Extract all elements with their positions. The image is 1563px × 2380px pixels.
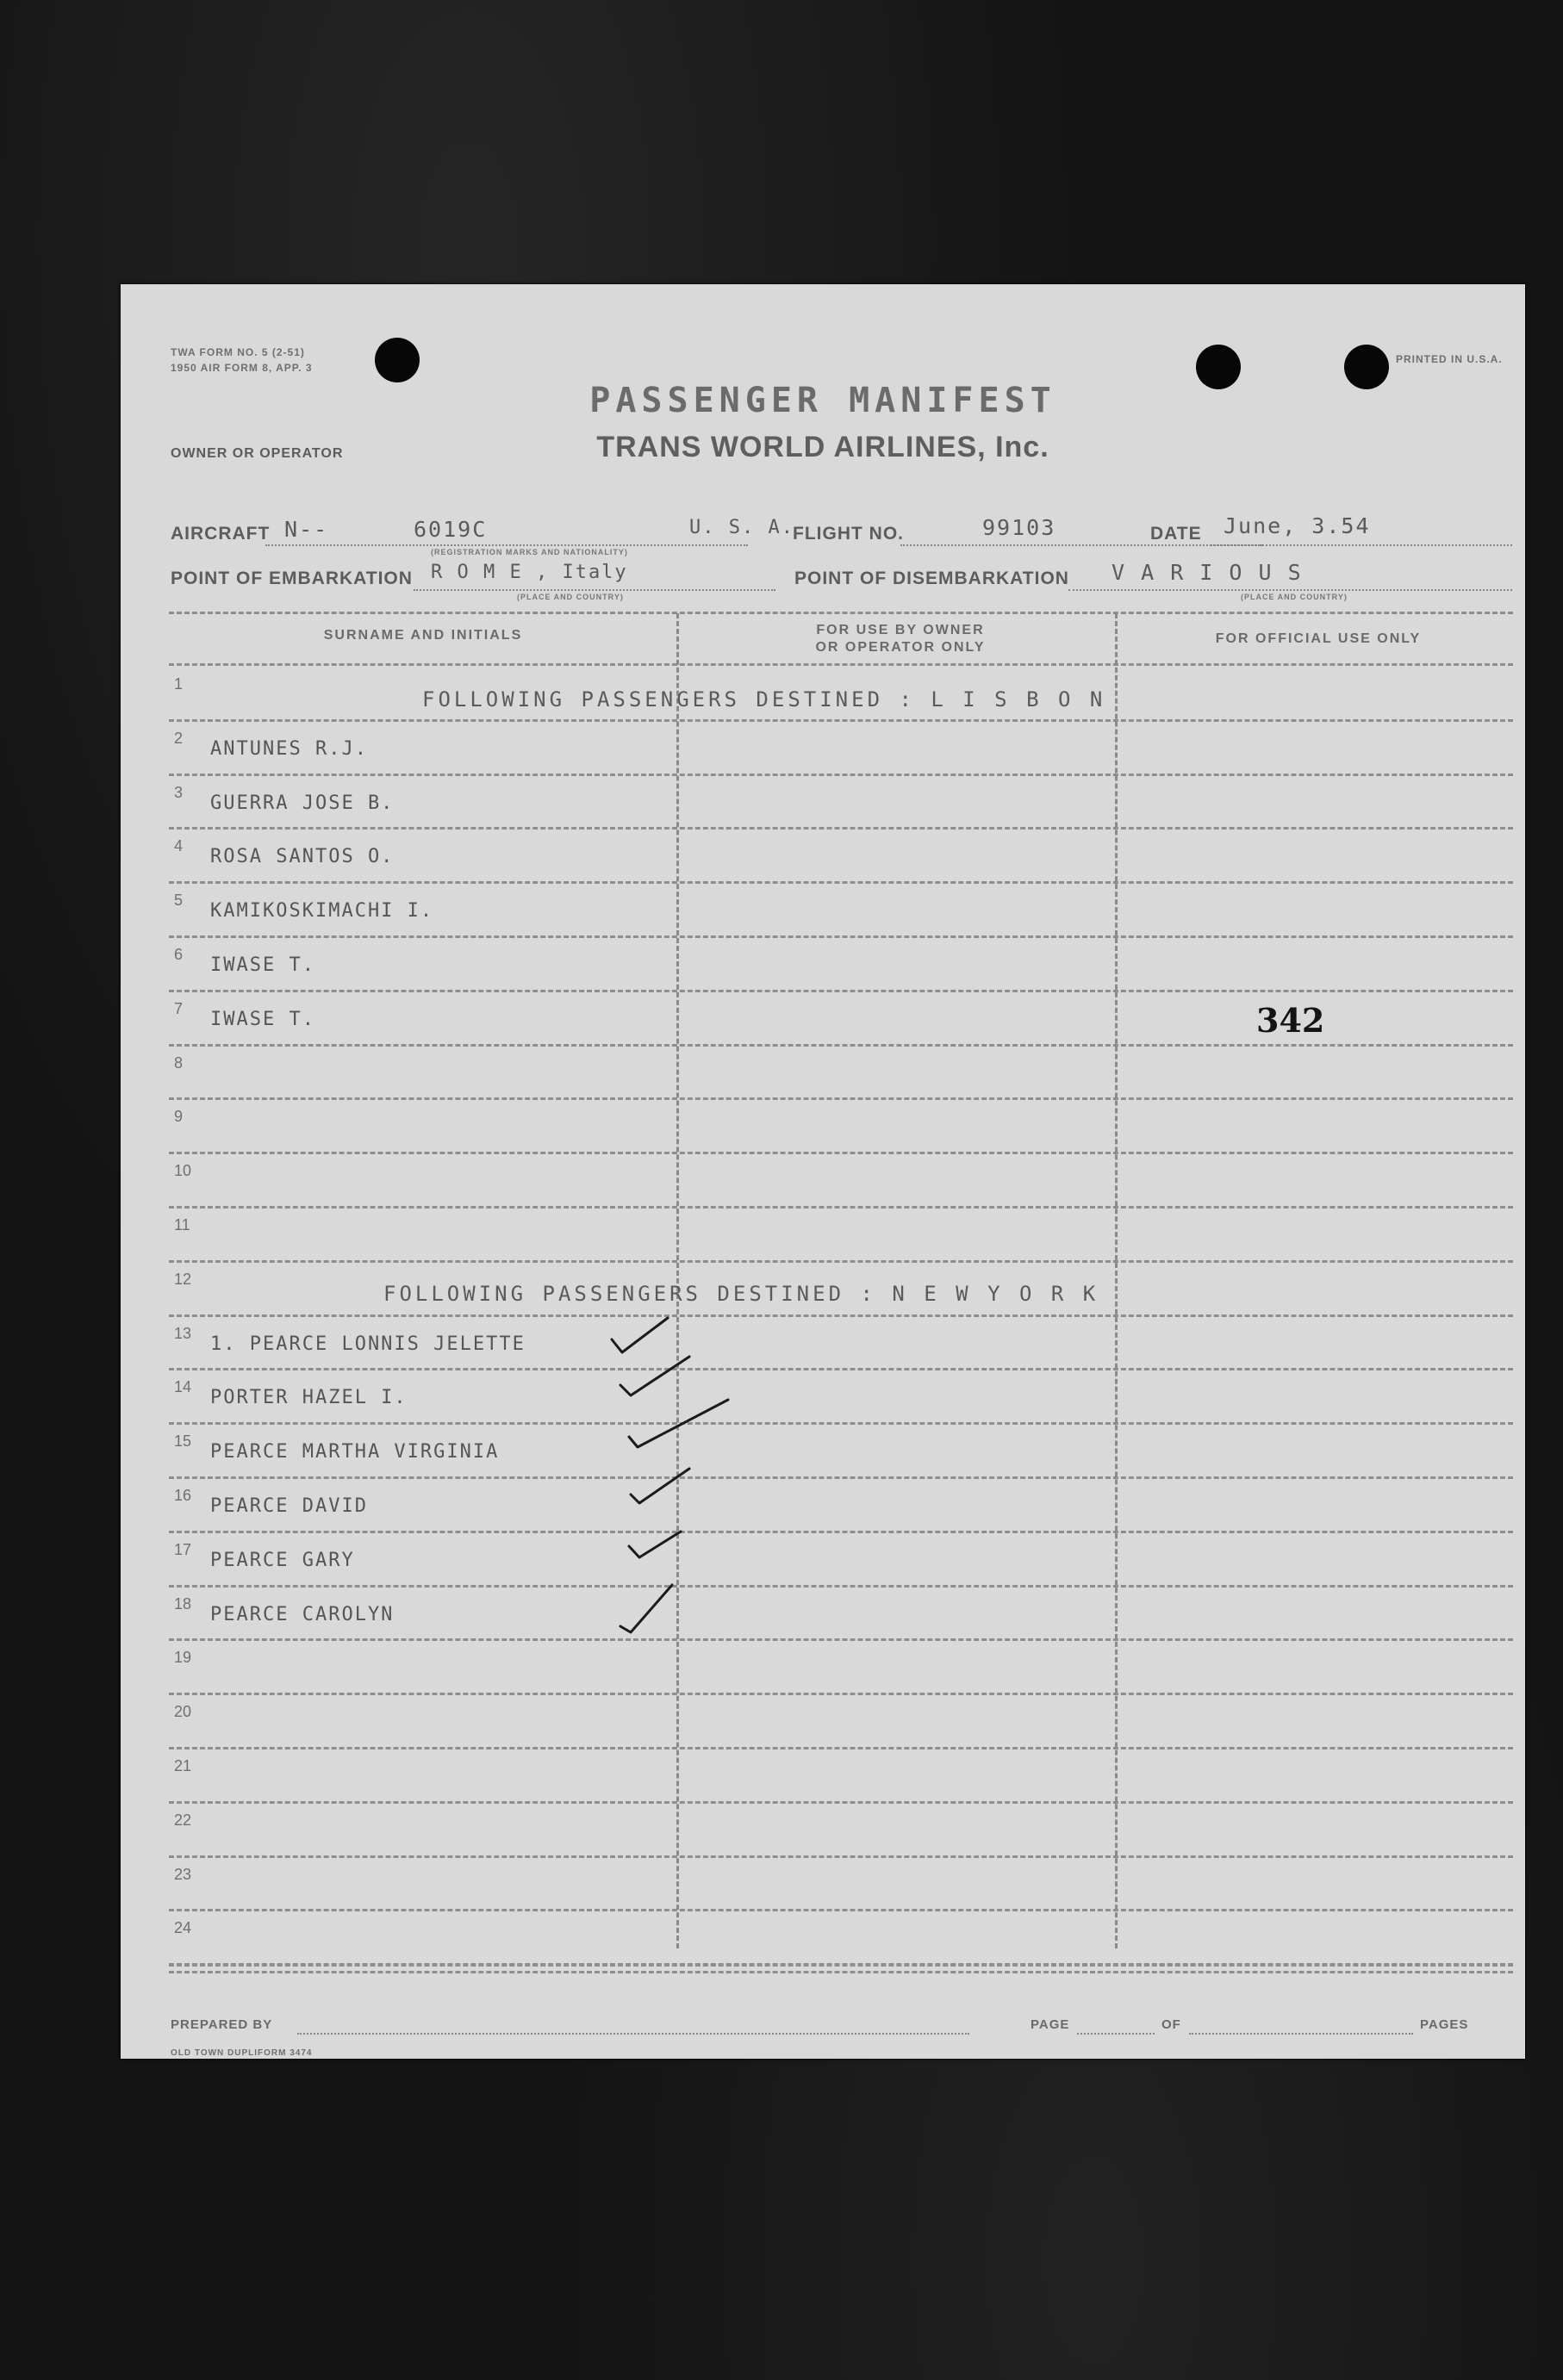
row-number: 12: [174, 1270, 192, 1288]
form-code-line1: TWA FORM NO. 5 (2-51): [171, 346, 305, 358]
row-number: 24: [174, 1919, 192, 1937]
row-number: 18: [174, 1594, 192, 1613]
stamp-number: 342: [1256, 1001, 1325, 1040]
row-number: 9: [174, 1108, 184, 1126]
table-bottom-line-2: [169, 1971, 1513, 1973]
date-value: June, 3.54: [1224, 513, 1371, 538]
manifest-sheet: [121, 284, 1525, 2059]
passenger-name: IWASE T.: [210, 1008, 315, 1030]
disembarkation-value: V A R I O U S: [1112, 560, 1303, 585]
disembarkation-caption: (PLACE AND COUNTRY): [1241, 593, 1348, 601]
passenger-name: KAMIKOSKIMACHI I.: [210, 900, 434, 923]
row-number: 14: [174, 1378, 192, 1396]
passenger-name: PEARCE MARTHA VIRGINIA: [210, 1441, 500, 1463]
page-label: PAGE: [1031, 2017, 1070, 2032]
row-number: 1: [174, 675, 184, 693]
passenger-name: ROSA SANTOS O.: [210, 846, 395, 868]
check-mark-14: [620, 1357, 689, 1395]
col-official-use-header: FOR OFFICIAL USE ONLY: [1215, 631, 1422, 646]
page-title: PASSENGER MANIFEST: [589, 381, 1056, 420]
row-number: 23: [174, 1865, 192, 1883]
row-number: 3: [174, 783, 184, 801]
row-number: 2: [174, 729, 184, 747]
date-label: DATE: [1150, 524, 1202, 544]
row-number: 13: [174, 1324, 192, 1342]
row-number: 19: [174, 1649, 192, 1667]
row-number: 15: [174, 1432, 192, 1451]
aircraft-prefix: N--: [284, 517, 329, 542]
flight-label: FLIGHT NO.: [793, 524, 904, 544]
embarkation-value: R O M E , Italy: [431, 562, 628, 583]
row-number: 20: [174, 1703, 192, 1721]
flight-value: 99103: [982, 515, 1056, 540]
prepared-by-label: PREPARED BY: [171, 2017, 273, 2032]
table-bottom-line: [169, 1964, 1513, 1967]
row-number: 17: [174, 1540, 192, 1558]
passenger-name: PORTER HAZEL I.: [210, 1387, 408, 1409]
row-number: 10: [174, 1162, 192, 1180]
row-number: 6: [174, 946, 184, 963]
col-owner-use-line2: OR OPERATOR ONLY: [815, 640, 986, 655]
row-number: 4: [174, 837, 184, 855]
check-mark-18: [620, 1585, 672, 1632]
owner-value: TRANS WORLD AIRLINES, Inc.: [596, 431, 1049, 463]
passenger-name: IWASE T.: [210, 954, 315, 976]
check-mark-13: [612, 1318, 668, 1352]
col-owner-use-line1: FOR USE BY OWNER: [816, 623, 985, 637]
passenger-name: PEARCE DAVID: [210, 1495, 368, 1517]
pages-label: PAGES: [1420, 2017, 1469, 2032]
row-number: 11: [174, 1216, 190, 1233]
col-surname-header: SURNAME AND INITIALS: [323, 628, 523, 643]
of-label: OF: [1161, 2017, 1181, 2032]
embarkation-label: POINT OF EMBARKATION: [171, 569, 413, 588]
row-number: 5: [174, 892, 184, 910]
of-underline: [1189, 2033, 1413, 2035]
passenger-name: PEARCE CAROLYN: [210, 1603, 395, 1625]
check-mark-16: [631, 1469, 689, 1503]
passenger-name: 1. PEARCE LONNIS JELETTE: [210, 1333, 526, 1355]
check-mark-15: [629, 1400, 728, 1447]
row-number: 7: [174, 999, 184, 1017]
check-marks: [121, 284, 1525, 2059]
passenger-name: PEARCE GARY: [210, 1549, 355, 1571]
disembarkation-label: POINT OF DISEMBARKATION: [794, 569, 1069, 588]
destination-new-york: FOLLOWING PASSENGERS DESTINED : N E W Y O R K: [383, 1282, 1099, 1306]
row-number: 8: [174, 1053, 184, 1072]
owner-label: OWNER OR OPERATOR: [171, 446, 344, 461]
aircraft-caption: (REGISTRATION MARKS AND NATIONALITY): [431, 548, 628, 556]
passenger-name: GUERRA JOSE B.: [210, 792, 395, 814]
check-mark-17: [629, 1532, 681, 1557]
dupliform-code: OLD TOWN DUPLIFORM 3474: [171, 2048, 313, 2058]
printed-in-usa: PRINTED IN U.S.A.: [1396, 353, 1503, 365]
form-code-line2: 1950 AIR FORM 8, APP. 3: [171, 362, 313, 374]
aircraft-label: AIRCRAFT: [171, 524, 271, 544]
row-number: 21: [174, 1757, 192, 1774]
aircraft-nationality: U. S. A.: [689, 517, 794, 538]
aircraft-number: 6019C: [414, 517, 488, 542]
row-number: 16: [174, 1487, 192, 1504]
passenger-name: ANTUNES R.J.: [210, 737, 368, 760]
row-number: 22: [174, 1811, 192, 1829]
embarkation-caption: (PLACE AND COUNTRY): [517, 593, 624, 601]
destination-lisbon: FOLLOWING PASSENGERS DESTINED : L I S B O N: [422, 687, 1106, 712]
prepared-by-underline: [297, 2033, 969, 2035]
page-underline: [1077, 2033, 1155, 2035]
